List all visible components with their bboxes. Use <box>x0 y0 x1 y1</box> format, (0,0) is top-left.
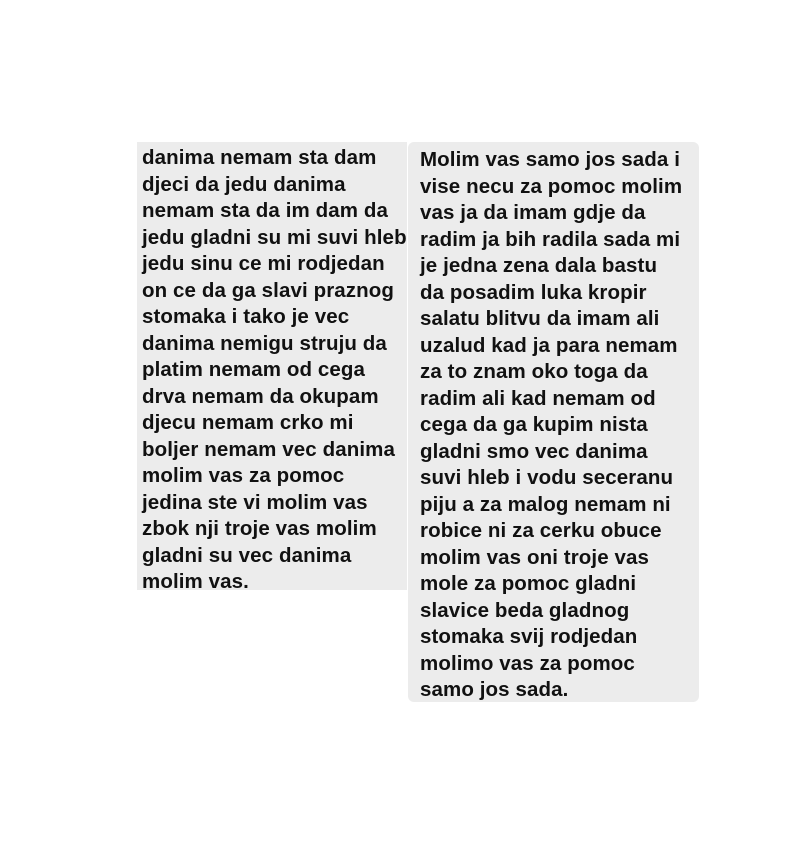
message-bubble[interactable]: danima nemam sta dam djeci da jedu danima nemam sta da im dam da jedu gladni su mi suvi hleb jedu sinu ce mi rodjedan on ce da ga slavi praznog stomaka i tako je vec danima nemigu struju da platim nemam od cega drva nemam da okupam djecu nemam crko mi boljer nemam vec danima molim vas za pomoc jedina ste vi molim vas zbok nji troje vas molim gladni su vec danima molim vas. <box>137 142 407 590</box>
message-bubble[interactable]: Molim vas samo jos sada i vise necu za pomoc molim vas ja da imam gdje da radim ja bih radila sada mi je jedna zena dala bastu da posadim luka kropir salatu blitvu da imam ali uzalud kad ja para nemam za to znam oko toga da radim ali kad nemam od cega da ga kupim nista gladni smo vec danima suvi hleb i vodu seceranu piju a za malog nemam ni robice ni za cerku obuce molim vas oni troje vas mole za pomoc gladni slavice beda gladnog stomaka svij rodjedan molimo vas za pomoc samo jos sada. <box>408 142 699 702</box>
